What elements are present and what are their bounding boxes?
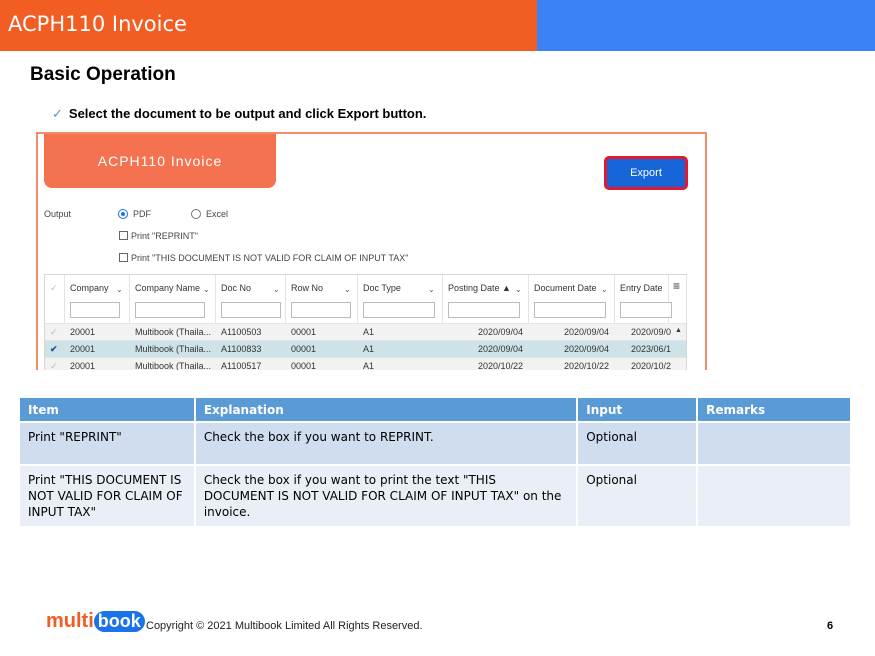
filter-doc-no[interactable] bbox=[221, 302, 281, 318]
input-cell: Optional bbox=[577, 422, 697, 465]
excel-radio[interactable] bbox=[191, 209, 201, 219]
item-cell: Print "THIS DOCUMENT IS NOT VALID FOR CLAIM OF INPUT TAX" bbox=[20, 465, 195, 526]
input-cell: Optional bbox=[577, 465, 697, 526]
header-item: Item bbox=[20, 398, 195, 422]
screenshot-frame bbox=[36, 132, 707, 370]
reprint-label: Print "REPRINT" bbox=[131, 231, 198, 241]
menu-icon[interactable]: ≡ bbox=[669, 275, 687, 323]
column-doc-no[interactable]: Doc No ⌄ bbox=[216, 275, 286, 323]
copyright: Copyright © 2021 Multibook Limited All Rights Reserved. bbox=[146, 620, 423, 632]
select-all-column[interactable]: ✓ bbox=[45, 275, 65, 323]
header-input: Input bbox=[577, 398, 697, 422]
row-check-icon[interactable]: ✓ bbox=[50, 327, 58, 337]
scroll-up-icon[interactable]: ▲ bbox=[675, 327, 682, 334]
header-accent bbox=[537, 0, 875, 51]
table-row[interactable]: ✓ 20001 Multibook (Thaila... A1100503 00001 A1 2020/09/04 2020/09/04 2020/09/0 ▲ bbox=[45, 323, 686, 340]
page-number: 6 bbox=[827, 620, 834, 632]
notvalid-checkbox[interactable] bbox=[119, 253, 128, 262]
notvalid-label: Print "THIS DOCUMENT IS NOT VALID FOR CLAIM OF INPUT TAX" bbox=[131, 253, 409, 263]
column-document-date[interactable]: Document Date ⌄ bbox=[529, 275, 615, 323]
multibook-logo: multi book bbox=[46, 610, 145, 633]
explanation-cell: Check the box if you want to REPRINT. bbox=[195, 422, 577, 465]
pdf-label: PDF bbox=[133, 209, 151, 219]
column-company[interactable]: Company ⌄ bbox=[65, 275, 130, 323]
column-entry-date[interactable]: Entry Date bbox=[615, 275, 669, 323]
explanation-table bbox=[20, 398, 852, 526]
app-title-box bbox=[44, 134, 276, 188]
column-doc-type[interactable]: Doc Type ⌄ bbox=[358, 275, 443, 323]
check-icon: ✓ bbox=[52, 106, 63, 121]
instruction bbox=[52, 106, 426, 122]
filter-company[interactable] bbox=[70, 302, 120, 318]
filter-entry-date[interactable] bbox=[620, 302, 672, 318]
output-label: Output bbox=[44, 209, 72, 219]
remarks-cell bbox=[697, 465, 851, 526]
header-explanation: Explanation bbox=[195, 398, 577, 422]
table-row[interactable]: ✔ 20001 Multibook (Thaila... A1100833 00001 A1 2020/09/04 2020/09/04 2023/06/1 bbox=[45, 340, 686, 357]
item-cell: Print "REPRINT" bbox=[20, 422, 195, 465]
column-company-name[interactable]: Company Name ⌄ bbox=[130, 275, 216, 323]
filter-doc-type[interactable] bbox=[363, 302, 435, 318]
row-check-icon[interactable]: ✓ bbox=[50, 361, 58, 370]
app-title: ACPH110 Invoice bbox=[97, 153, 223, 169]
row-check-icon[interactable]: ✔ bbox=[50, 344, 58, 354]
section-title: Basic Operation bbox=[30, 64, 176, 85]
instruction-text: Select the document to be output and click Export button. bbox=[68, 106, 427, 121]
table-row[interactable]: ✓ 20001 Multibook (Thaila... A1100517 00001 A1 2020/10/22 2020/10/22 2020/10/2 bbox=[45, 357, 686, 370]
table-row bbox=[20, 465, 851, 526]
filter-row-no[interactable] bbox=[291, 302, 351, 318]
filter-company-name[interactable] bbox=[135, 302, 205, 318]
sort-asc-icon: ▲ bbox=[502, 283, 511, 293]
remarks-cell bbox=[697, 422, 851, 465]
explanation-cell: Check the box if you want to print the text "THIS DOCUMENT IS NOT VALID FOR CLAIM OF INPUT TAX" on the invoice. bbox=[195, 465, 577, 526]
column-row-no[interactable]: Row No ⌄ bbox=[286, 275, 358, 323]
reprint-checkbox[interactable] bbox=[119, 231, 128, 240]
table-row bbox=[20, 422, 851, 465]
header-title: ACPH110 Invoice bbox=[8, 12, 187, 36]
excel-label: Excel bbox=[206, 209, 229, 219]
pdf-radio[interactable] bbox=[118, 209, 128, 219]
column-posting-date[interactable]: Posting Date ▲ ⌄ bbox=[443, 275, 529, 323]
header-remarks: Remarks bbox=[697, 398, 851, 422]
filter-posting-date[interactable] bbox=[448, 302, 520, 318]
filter-document-date[interactable] bbox=[534, 302, 606, 318]
document-grid bbox=[44, 274, 687, 370]
export-button[interactable]: Export bbox=[604, 156, 688, 190]
